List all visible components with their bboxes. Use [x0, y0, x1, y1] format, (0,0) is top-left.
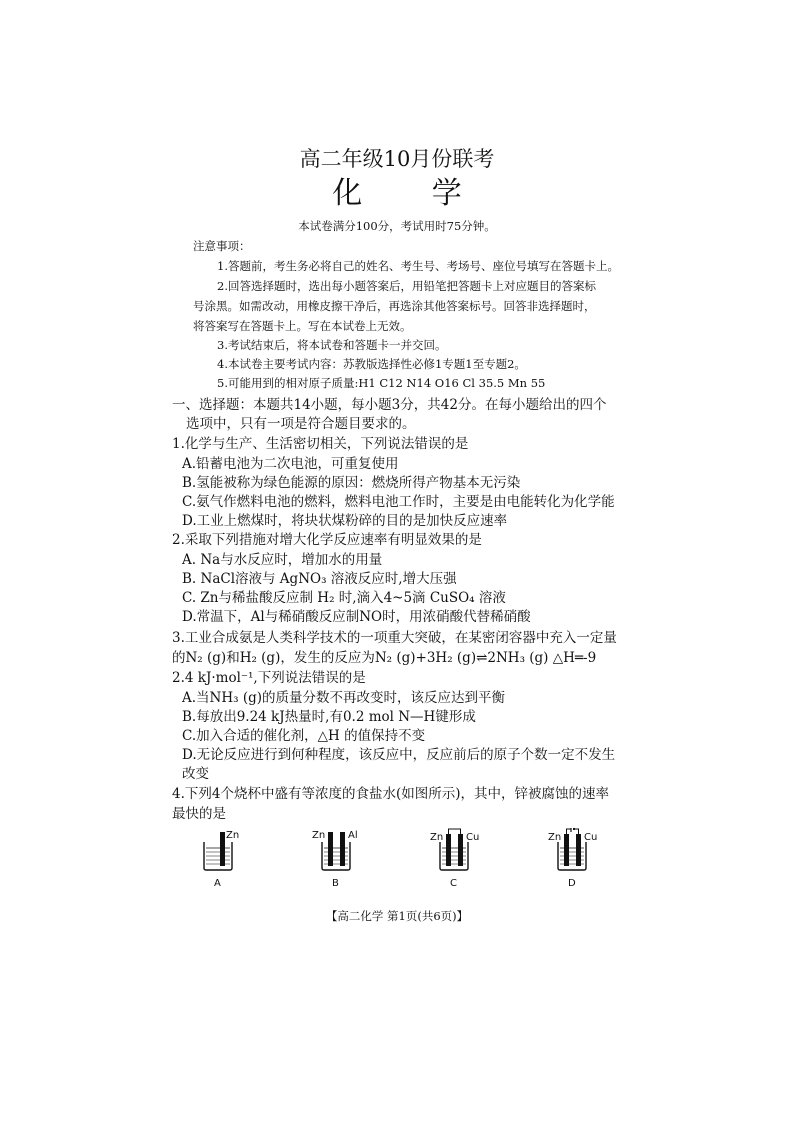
question-4-stem-cont: 最快的是: [172, 806, 226, 822]
notes-heading: 注意事项：: [193, 239, 251, 253]
metal-label: Cu: [466, 832, 480, 843]
note-line: 2.回答选择题时，选出每小题答案后，用铅笔把答题卡上对应题目的答案标: [217, 279, 596, 293]
question-4-stem: 4.下列4个烧杯中盛有等浓度的食盐水(如图所示)，其中，锌被腐蚀的速率: [172, 786, 610, 802]
beaker-figure-d: [548, 828, 598, 889]
question-3-stem-cont: 2.4 kJ·mol⁻¹,下列说法错误的是: [172, 670, 366, 686]
beaker-label: A: [214, 878, 221, 889]
note-line: 将答案写在答题卡上。写在本试卷上无效。: [193, 319, 412, 333]
subject-title: 化 学: [332, 176, 492, 211]
question-2-option-b: B. NaCl溶液与 AgNO₃ 溶液反应时,增大压强: [182, 571, 457, 587]
question-2-option-a: A. Na与水反应时，增加水的用量: [182, 552, 383, 568]
note-line: 号涂黑。如需改动，用橡皮擦干净后，再选涂其他答案标号。回答非选择题时，: [193, 299, 596, 313]
question-3-option-d: D.无论反应进行到何种程度，该反应中，反应前后的原子个数一定不发生: [182, 747, 616, 763]
question-3-option-a: A.当NH₃ (g)的质量分数不再改变时，该反应达到平衡: [182, 690, 506, 706]
question-3-stem: 3.工业合成氨是人类科学技术的一项重大突破，在某密闭容器中充入一定量: [172, 630, 617, 646]
metal-label: Cu: [584, 832, 598, 843]
metal-label: Zn: [430, 832, 444, 843]
beaker-figure-a: [200, 828, 244, 889]
question-1-option-b: B.氢能被称为绿色能源的原因：燃烧所得产物基本无污染: [182, 475, 521, 491]
note-line: 1.答题前，考生务必将自己的姓名、考生号、考场号、座位号填写在答题卡上。: [217, 259, 619, 273]
exam-title: 高二年级10月份联考: [299, 147, 495, 171]
metal-label: Zn: [226, 830, 240, 841]
beaker-figure-c: [430, 828, 480, 889]
note-line: 4.本试卷主要考试内容：苏教版选择性必修1专题1至专题2。: [217, 357, 526, 371]
question-3-option-c: C.加入合适的催化剂，△H 的值保持不变: [182, 728, 426, 744]
question-3-stem-cont: 的N₂ (g)和H₂ (g)，发生的反应为N₂ (g)+3H₂ (g)⇌2NH₃ (g) △H═-9: [172, 650, 597, 666]
question-3-option-d-cont: 改变: [182, 766, 209, 782]
question-1-option-c: C.氨气作燃料电池的燃料，燃料电池工作时，主要是由电能转化为化学能: [182, 494, 615, 510]
question-1-stem: 1.化学与生产、生活密切相关，下列说法错误的是: [172, 436, 469, 452]
note-line: 3.考试结束后，将本试卷和答题卡一并交回。: [217, 338, 447, 352]
beaker-label: B: [332, 878, 339, 889]
question-2-option-d: D.常温下，Al与稀硝酸反应制NO时，用浓硝酸代替稀硝酸: [182, 609, 531, 625]
question-2-option-c: C. Zn与稀盐酸反应制 H₂ 时,滴入4~5滴 CuSO₄ 溶液: [182, 590, 506, 606]
metal-label: Zn: [548, 832, 562, 843]
beaker-label: D: [568, 878, 576, 889]
question-3-option-b: B.每放出9.24 kJ热量时,有0.2 mol N—H键形成: [182, 709, 476, 725]
page-footer: 【高二化学 第1页(共6页)】: [325, 909, 469, 923]
section-heading: 一、选择题：本题共14小题，每小题3分，共42分。在每小题给出的四个: [172, 397, 607, 413]
metal-label: Zn: [312, 830, 326, 841]
section-heading-cont: 选项中，只有一项是符合题目要求的。: [186, 416, 416, 432]
question-2-stem: 2.采取下列措施对增大化学反应速率有明显效果的是: [172, 532, 482, 548]
beaker-figure-b: [312, 828, 362, 889]
question-1-option-a: A.铅蓄电池为二次电池，可重复使用: [182, 456, 399, 472]
exam-info: 本试卷满分100分，考试用时75分钟。: [298, 219, 496, 233]
note-line: 5.可能用到的相对原子质量:H1 C12 N14 O16 Cl 35.5 Mn 55: [217, 376, 546, 390]
beaker-label: C: [450, 878, 457, 889]
question-1-option-d: D.工业上燃煤时，将块状煤粉碎的目的是加快反应速率: [182, 513, 508, 529]
metal-label: Al: [348, 830, 358, 841]
